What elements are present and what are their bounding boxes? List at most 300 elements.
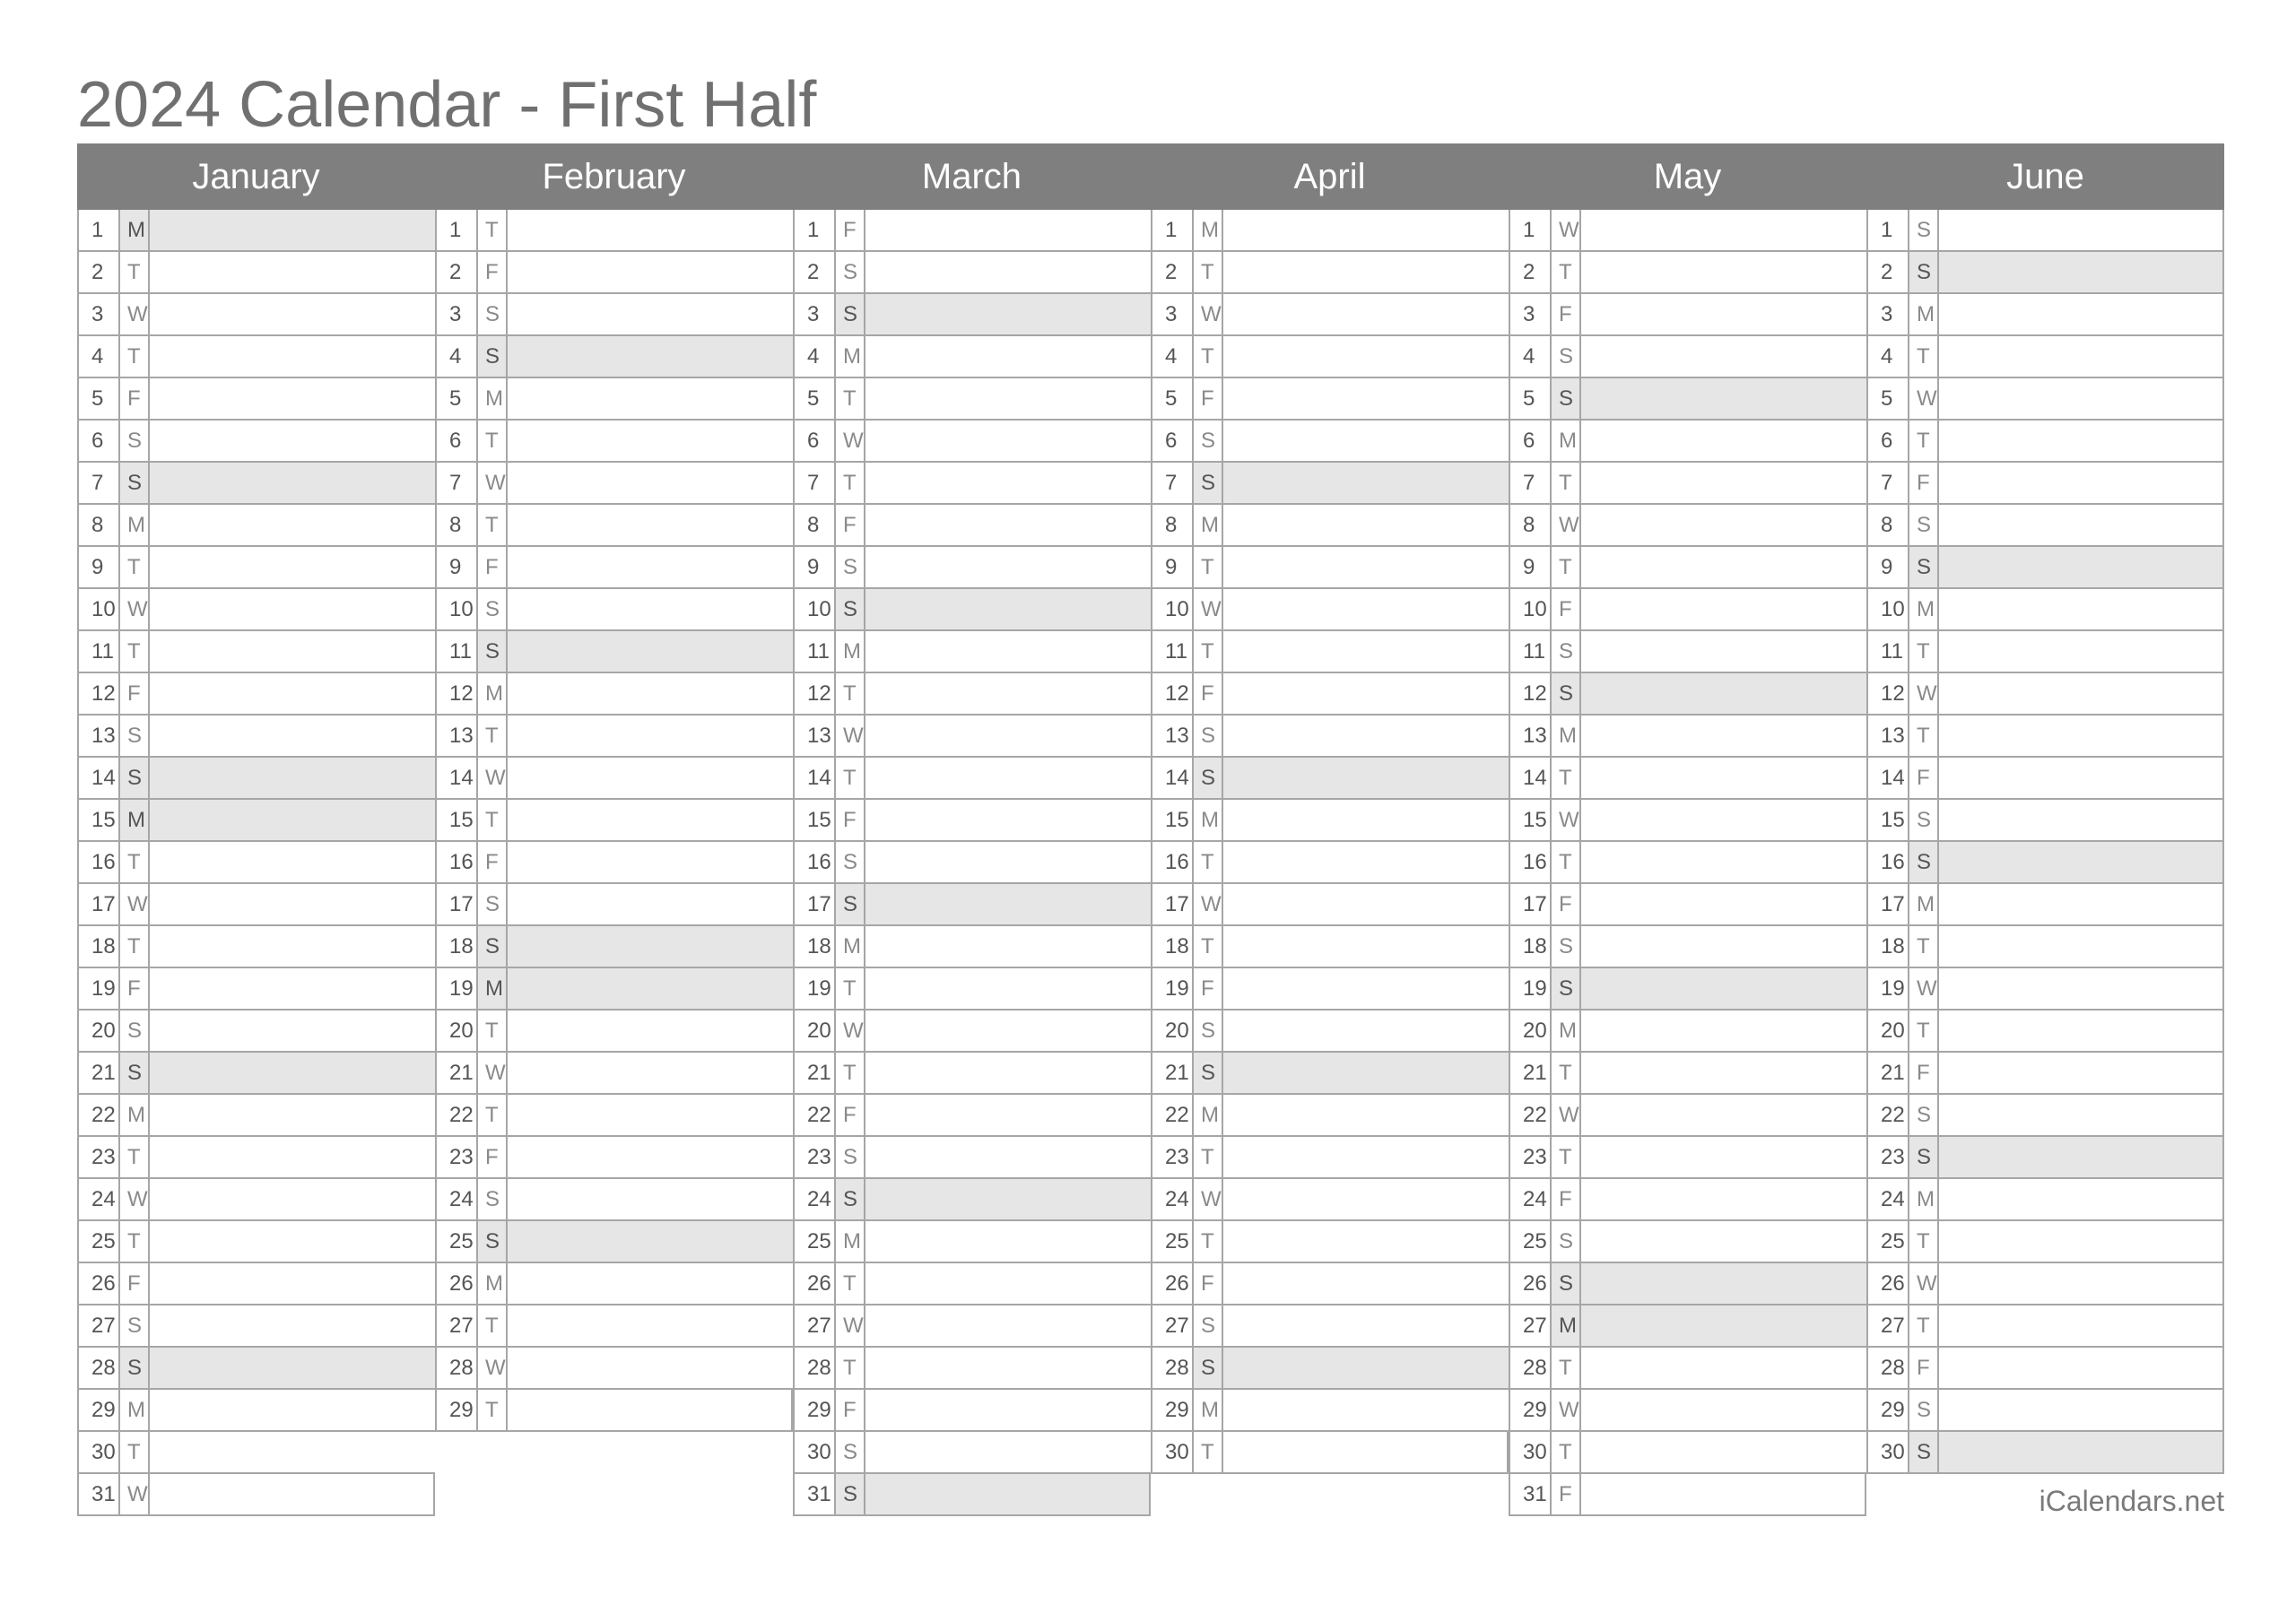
note-area[interactable] [508,1137,793,1177]
day-row[interactable] [793,1221,1151,1263]
day-row[interactable] [1151,673,1509,716]
note-area[interactable] [508,1221,793,1262]
day-row[interactable] [1509,294,1866,336]
note-area[interactable] [1939,547,2222,587]
day-row[interactable] [793,1390,1151,1432]
note-area[interactable] [1939,1010,2222,1051]
day-row[interactable] [1509,421,1866,463]
day-row[interactable] [1151,1348,1509,1390]
note-area[interactable] [508,673,793,714]
note-area[interactable] [508,716,793,756]
note-area[interactable] [865,842,1151,882]
day-row[interactable] [1151,716,1509,758]
day-row[interactable] [1151,1390,1509,1432]
note-area[interactable] [150,842,435,882]
day-row[interactable] [1866,336,2224,378]
day-row[interactable] [793,1348,1151,1390]
day-row[interactable] [1151,210,1509,252]
note-area[interactable] [1223,547,1509,587]
day-row[interactable] [1151,421,1509,463]
note-area[interactable] [1581,1263,1866,1304]
day-row[interactable] [793,336,1151,378]
day-row[interactable] [1509,589,1866,631]
note-area[interactable] [1939,968,2222,1009]
day-row[interactable] [77,1432,435,1474]
note-area[interactable] [150,968,435,1009]
note-area[interactable] [508,1095,793,1135]
day-row[interactable] [77,716,435,758]
note-area[interactable] [1223,1010,1509,1051]
note-area[interactable] [1939,1221,2222,1262]
note-area[interactable] [1223,421,1509,461]
day-row[interactable] [793,210,1151,252]
note-area[interactable] [1581,968,1866,1009]
day-row[interactable] [793,800,1151,842]
day-row[interactable] [1866,1348,2224,1390]
note-area[interactable] [150,1179,435,1219]
note-area[interactable] [865,589,1151,629]
note-area[interactable] [508,842,793,882]
note-area[interactable] [1223,968,1509,1009]
day-row[interactable] [1509,926,1866,968]
day-row[interactable] [1151,547,1509,589]
note-area[interactable] [1223,505,1509,545]
note-area[interactable] [150,378,435,419]
note-area[interactable] [865,463,1151,503]
note-area[interactable] [150,1010,435,1051]
note-area[interactable] [865,1095,1151,1135]
day-row[interactable] [435,547,793,589]
day-row[interactable] [1509,631,1866,673]
day-row[interactable] [435,1221,793,1263]
day-row[interactable] [1151,1179,1509,1221]
day-row[interactable] [1866,252,2224,294]
note-area[interactable] [865,421,1151,461]
note-area[interactable] [508,421,793,461]
day-row[interactable] [1151,463,1509,505]
day-row[interactable] [1151,968,1509,1010]
note-area[interactable] [508,210,793,250]
day-row[interactable] [1151,589,1509,631]
note-area[interactable] [150,716,435,756]
note-area[interactable] [865,1010,1151,1051]
day-row[interactable] [1509,252,1866,294]
day-row[interactable] [1509,1179,1866,1221]
note-area[interactable] [1581,210,1866,250]
note-area[interactable] [1939,1263,2222,1304]
day-row[interactable] [1509,505,1866,547]
day-row[interactable] [1866,421,2224,463]
note-area[interactable] [1581,800,1866,840]
note-area[interactable] [150,252,435,292]
day-row[interactable] [793,1053,1151,1095]
day-row[interactable] [793,1263,1151,1305]
day-row[interactable] [793,842,1151,884]
note-area[interactable] [1223,1137,1509,1177]
day-row[interactable] [1509,1432,1866,1474]
note-area[interactable] [865,758,1151,798]
day-row[interactable] [77,463,435,505]
note-area[interactable] [1581,884,1866,924]
note-area[interactable] [508,294,793,334]
day-row[interactable] [435,463,793,505]
day-row[interactable] [793,1095,1151,1137]
note-area[interactable] [1939,210,2222,250]
note-area[interactable] [1581,1390,1866,1430]
day-row[interactable] [77,1305,435,1348]
note-area[interactable] [1223,716,1509,756]
note-area[interactable] [1581,463,1866,503]
note-area[interactable] [1223,294,1509,334]
note-area[interactable] [865,1137,1151,1177]
note-area[interactable] [508,1053,793,1093]
day-row[interactable] [77,294,435,336]
note-area[interactable] [1223,463,1509,503]
day-row[interactable] [793,1474,1151,1516]
note-area[interactable] [1581,589,1866,629]
day-row[interactable] [793,421,1151,463]
note-area[interactable] [1939,631,2222,672]
day-row[interactable] [435,294,793,336]
note-area[interactable] [1939,758,2222,798]
note-area[interactable] [1223,1432,1507,1472]
day-row[interactable] [1866,1010,2224,1053]
note-area[interactable] [1939,1348,2222,1388]
day-row[interactable] [1866,842,2224,884]
note-area[interactable] [865,378,1151,419]
note-area[interactable] [508,378,793,419]
day-row[interactable] [793,926,1151,968]
day-row[interactable] [793,463,1151,505]
note-area[interactable] [1581,926,1866,967]
note-area[interactable] [1939,336,2222,377]
day-row[interactable] [77,968,435,1010]
day-row[interactable] [435,1053,793,1095]
note-area[interactable] [1223,1179,1509,1219]
day-row[interactable] [1509,1263,1866,1305]
note-area[interactable] [865,1432,1151,1472]
day-row[interactable] [1151,1263,1509,1305]
note-area[interactable] [1223,1348,1509,1388]
note-area[interactable] [1939,1053,2222,1093]
note-area[interactable] [508,631,793,672]
note-area[interactable] [508,968,793,1009]
day-row[interactable] [435,968,793,1010]
day-row[interactable] [77,252,435,294]
day-row[interactable] [435,1263,793,1305]
day-row[interactable] [77,505,435,547]
note-area[interactable] [865,926,1151,967]
note-area[interactable] [1939,884,2222,924]
note-area[interactable] [150,1432,435,1472]
day-row[interactable] [435,505,793,547]
day-row[interactable] [793,589,1151,631]
day-row[interactable] [793,631,1151,673]
note-area[interactable] [1223,1305,1509,1346]
day-row[interactable] [1509,1010,1866,1053]
note-area[interactable] [1223,884,1509,924]
note-area[interactable] [1223,336,1509,377]
day-row[interactable] [793,252,1151,294]
note-area[interactable] [1939,505,2222,545]
note-area[interactable] [508,252,793,292]
day-row[interactable] [793,378,1151,421]
note-area[interactable] [150,1053,435,1093]
note-area[interactable] [1223,1221,1509,1262]
note-area[interactable] [1581,421,1866,461]
note-area[interactable] [865,800,1151,840]
note-area[interactable] [1581,547,1866,587]
note-area[interactable] [150,1390,435,1430]
day-row[interactable] [435,1390,793,1432]
note-area[interactable] [1939,294,2222,334]
day-row[interactable] [1866,1221,2224,1263]
note-area[interactable] [1223,673,1509,714]
day-row[interactable] [1866,1053,2224,1095]
day-row[interactable] [1151,926,1509,968]
note-area[interactable] [150,505,435,545]
note-area[interactable] [1939,1095,2222,1135]
note-area[interactable] [1223,1263,1509,1304]
day-row[interactable] [77,547,435,589]
day-row[interactable] [1151,378,1509,421]
day-row[interactable] [77,884,435,926]
day-row[interactable] [1509,758,1866,800]
note-area[interactable] [1939,1390,2222,1430]
note-area[interactable] [865,1305,1151,1346]
note-area[interactable] [1939,926,2222,967]
day-row[interactable] [435,800,793,842]
day-row[interactable] [77,842,435,884]
day-row[interactable] [1151,1221,1509,1263]
note-area[interactable] [508,1348,793,1388]
day-row[interactable] [1151,800,1509,842]
note-area[interactable] [865,884,1151,924]
day-row[interactable] [793,673,1151,716]
day-row[interactable] [793,1179,1151,1221]
day-row[interactable] [1866,926,2224,968]
note-area[interactable] [865,547,1151,587]
note-area[interactable] [508,758,793,798]
note-area[interactable] [150,1137,435,1177]
note-area[interactable] [508,1010,793,1051]
day-row[interactable] [793,758,1151,800]
day-row[interactable] [1866,463,2224,505]
day-row[interactable] [77,378,435,421]
day-row[interactable] [1509,842,1866,884]
note-area[interactable] [1581,1221,1866,1262]
note-area[interactable] [508,336,793,377]
note-area[interactable] [150,1263,435,1304]
note-area[interactable] [1939,842,2222,882]
note-area[interactable] [1939,800,2222,840]
note-area[interactable] [865,1053,1151,1093]
note-area[interactable] [1581,1053,1866,1093]
note-area[interactable] [150,336,435,377]
day-row[interactable] [793,547,1151,589]
day-row[interactable] [77,1348,435,1390]
note-area[interactable] [1581,1474,1865,1514]
note-area[interactable] [508,800,793,840]
day-row[interactable] [1151,336,1509,378]
note-area[interactable] [1581,1432,1866,1472]
day-row[interactable] [435,252,793,294]
note-area[interactable] [865,673,1151,714]
day-row[interactable] [1509,547,1866,589]
note-area[interactable] [150,1348,435,1388]
note-area[interactable] [1223,210,1509,250]
day-row[interactable] [1151,1137,1509,1179]
day-row[interactable] [1509,378,1866,421]
day-row[interactable] [1866,378,2224,421]
day-row[interactable] [435,758,793,800]
note-area[interactable] [1223,1390,1509,1430]
note-area[interactable] [150,673,435,714]
note-area[interactable] [865,252,1151,292]
day-row[interactable] [435,1348,793,1390]
note-area[interactable] [508,926,793,967]
note-area[interactable] [150,1305,435,1346]
day-row[interactable] [77,1263,435,1305]
note-area[interactable] [150,589,435,629]
note-area[interactable] [1581,842,1866,882]
note-area[interactable] [150,210,435,250]
day-row[interactable] [1151,505,1509,547]
note-area[interactable] [865,505,1151,545]
day-row[interactable] [1866,631,2224,673]
note-area[interactable] [1581,716,1866,756]
day-row[interactable] [1866,716,2224,758]
note-area[interactable] [1581,1010,1866,1051]
note-area[interactable] [1581,294,1866,334]
day-row[interactable] [1509,336,1866,378]
note-area[interactable] [865,294,1151,334]
day-row[interactable] [1151,1432,1509,1474]
note-area[interactable] [508,589,793,629]
note-area[interactable] [865,631,1151,672]
day-row[interactable] [1509,673,1866,716]
day-row[interactable] [77,1221,435,1263]
note-area[interactable] [865,1263,1151,1304]
day-row[interactable] [77,210,435,252]
day-row[interactable] [435,884,793,926]
note-area[interactable] [1223,378,1509,419]
note-area[interactable] [150,1095,435,1135]
day-row[interactable] [793,1305,1151,1348]
day-row[interactable] [435,673,793,716]
day-row[interactable] [1509,1137,1866,1179]
day-row[interactable] [435,336,793,378]
day-row[interactable] [1866,1095,2224,1137]
note-area[interactable] [1939,1432,2222,1472]
day-row[interactable] [793,1010,1151,1053]
note-area[interactable] [150,294,435,334]
day-row[interactable] [1509,800,1866,842]
note-area[interactable] [1581,1348,1866,1388]
day-row[interactable] [77,631,435,673]
note-area[interactable] [1223,1095,1509,1135]
note-area[interactable] [508,547,793,587]
note-area[interactable] [1223,1053,1509,1093]
note-area[interactable] [1939,1305,2222,1346]
note-area[interactable] [150,800,435,840]
day-row[interactable] [77,673,435,716]
day-row[interactable] [435,210,793,252]
day-row[interactable] [77,1053,435,1095]
note-area[interactable] [865,1221,1151,1262]
day-row[interactable] [77,1474,435,1516]
day-row[interactable] [1151,1010,1509,1053]
note-area[interactable] [1223,926,1509,967]
note-area[interactable] [150,884,435,924]
note-area[interactable] [508,1305,793,1346]
day-row[interactable] [1866,1305,2224,1348]
note-area[interactable] [1223,252,1509,292]
day-row[interactable] [1509,1348,1866,1390]
day-row[interactable] [793,884,1151,926]
note-area[interactable] [1581,1305,1866,1346]
note-area[interactable] [1939,716,2222,756]
day-row[interactable] [1509,1474,1866,1516]
day-row[interactable] [77,421,435,463]
day-row[interactable] [435,378,793,421]
day-row[interactable] [435,842,793,884]
note-area[interactable] [1581,336,1866,377]
day-row[interactable] [1151,1305,1509,1348]
note-area[interactable] [865,336,1151,377]
day-row[interactable] [1151,631,1509,673]
day-row[interactable] [1151,884,1509,926]
note-area[interactable] [1581,378,1866,419]
note-area[interactable] [1581,758,1866,798]
note-area[interactable] [1581,505,1866,545]
note-area[interactable] [1581,252,1866,292]
day-row[interactable] [1509,968,1866,1010]
note-area[interactable] [1939,421,2222,461]
day-row[interactable] [1866,210,2224,252]
day-row[interactable] [77,1010,435,1053]
day-row[interactable] [435,1179,793,1221]
note-area[interactable] [1223,800,1509,840]
note-area[interactable] [1939,1137,2222,1177]
day-row[interactable] [77,800,435,842]
day-row[interactable] [1509,1390,1866,1432]
note-area[interactable] [508,1179,793,1219]
day-row[interactable] [1866,1390,2224,1432]
note-area[interactable] [508,505,793,545]
day-row[interactable] [77,1095,435,1137]
day-row[interactable] [435,589,793,631]
day-row[interactable] [1866,547,2224,589]
day-row[interactable] [1866,589,2224,631]
note-area[interactable] [508,463,793,503]
note-area[interactable] [865,1474,1149,1514]
day-row[interactable] [1151,1095,1509,1137]
day-row[interactable] [1151,252,1509,294]
note-area[interactable] [1581,631,1866,672]
day-row[interactable] [77,1137,435,1179]
day-row[interactable] [1866,294,2224,336]
note-area[interactable] [865,968,1151,1009]
note-area[interactable] [150,547,435,587]
day-row[interactable] [1509,884,1866,926]
note-area[interactable] [150,926,435,967]
day-row[interactable] [435,1010,793,1053]
day-row[interactable] [1151,1053,1509,1095]
day-row[interactable] [1866,1137,2224,1179]
day-row[interactable] [1866,884,2224,926]
day-row[interactable] [793,294,1151,336]
